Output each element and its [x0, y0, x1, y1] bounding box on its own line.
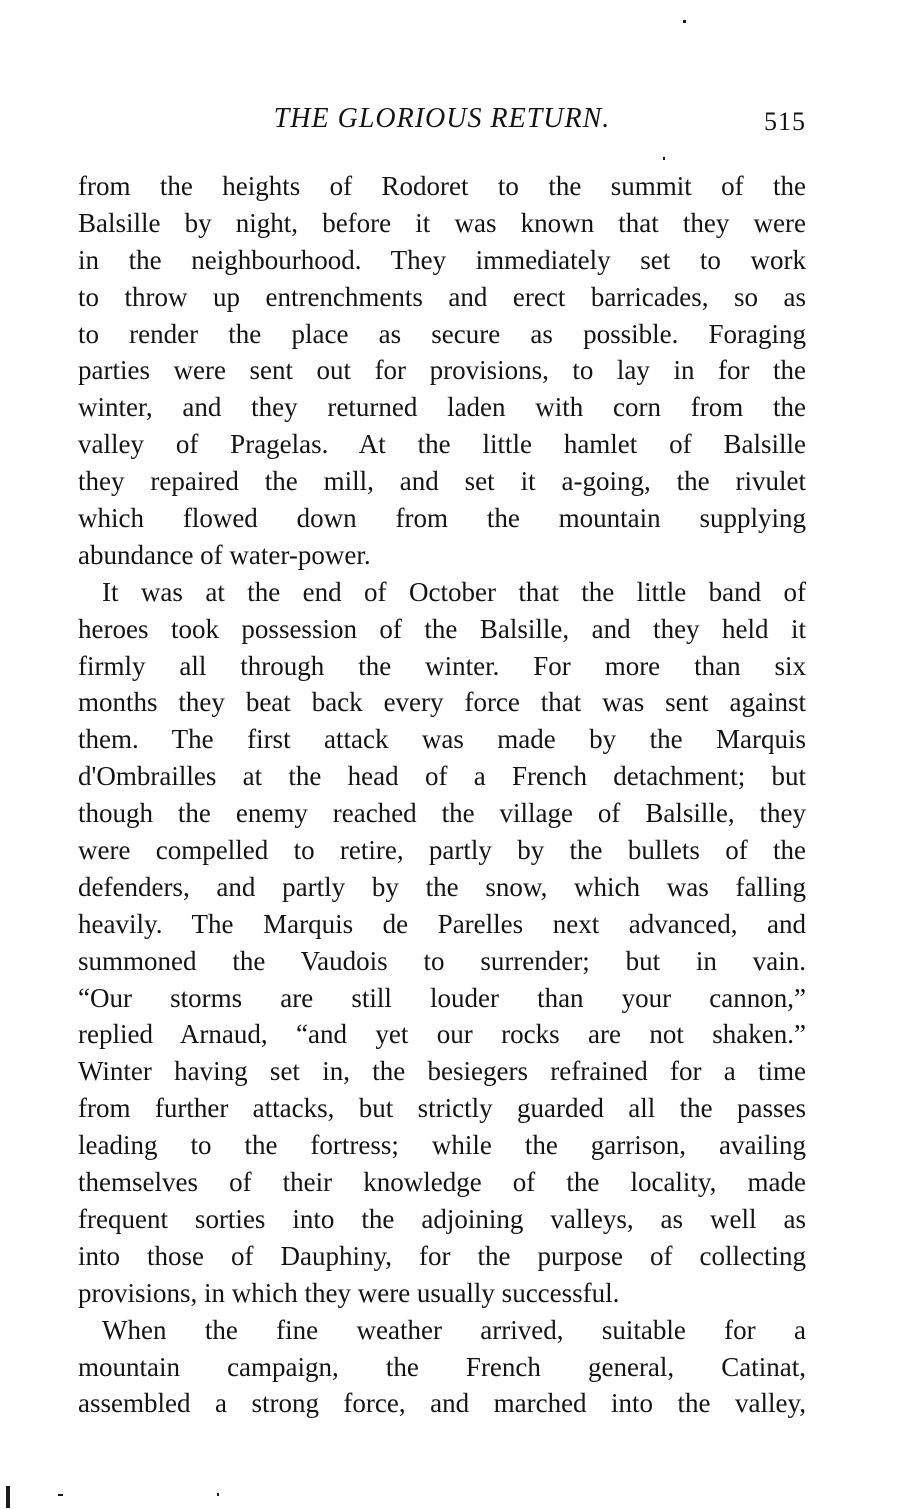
- text-line: from the heights of Rodoret to the summit of the: [78, 171, 806, 201]
- scan-speck: [683, 20, 686, 23]
- text-line: replied Arnaud, “and yet our rocks are not shaken.”: [78, 1019, 806, 1050]
- text-line: were compelled to retire, partly by the bullets of the: [78, 835, 806, 866]
- text-line: which flowed down from the mountain supplying: [78, 503, 806, 534]
- text-line: winter, and they returned laden with corn from the: [78, 392, 806, 423]
- text-line: they repaired the mill, and set it a-going, the rivulet: [78, 466, 806, 497]
- text-line: defenders, and partly by the snow, which was falling: [78, 871, 806, 902]
- text-line: provisions, in which they were usually successful.: [78, 1277, 620, 1308]
- text-line: parties were sent out for provisions, to lay in for the: [78, 355, 806, 386]
- text-line: “Our storms are still louder than your cannon,”: [78, 982, 806, 1013]
- body-text: [78, 168, 806, 1422]
- text-line: though the enemy reached the village of Balsille, they: [78, 798, 806, 829]
- text-line: heavily. The Marquis de Parelles next advanced, and: [78, 908, 806, 939]
- text-line: in the neighbourhood. They immediately set to work: [78, 244, 806, 275]
- text-line: d'Ombrailles at the head of a French detachment; but: [78, 761, 806, 792]
- scan-speck: [217, 1493, 219, 1496]
- text-line: summoned the Vaudois to surrender; but in vain.: [78, 945, 806, 976]
- text-line: mountain campaign, the French general, Catinat,: [78, 1351, 806, 1382]
- scan-speck: [663, 157, 665, 160]
- text-line: It was at the end of October that the little band of: [102, 576, 806, 607]
- text-line: assembled a strong force, and marched into the valley,: [78, 1388, 806, 1419]
- text-line: Balsille by night, before it was known that they were: [78, 207, 806, 238]
- text-line: abundance of water-power.: [78, 539, 371, 570]
- text-line: to throw up entrenchments and erect barricades, so as: [78, 281, 806, 312]
- text-line: into those of Dauphiny, for the purpose of collecting: [78, 1240, 806, 1271]
- text-line: When the fine weather arrived, suitable for a: [102, 1314, 806, 1345]
- text-line: from further attacks, but strictly guarded all the passes: [78, 1093, 806, 1124]
- text-line: themselves of their knowledge of the locality, made: [78, 1167, 806, 1198]
- text-line: firmly all through the winter. For more than six: [78, 650, 806, 681]
- running-title: THE GLORIOUS RETURN.: [273, 103, 611, 134]
- text-line: valley of Pragelas. At the little hamlet of Balsille: [78, 429, 806, 460]
- text-line: leading to the fortress; while the garrison, availing: [78, 1130, 806, 1161]
- scan-speck: [6, 1486, 10, 1508]
- text-line: Winter having set in, the besiegers refrained for a time: [78, 1056, 806, 1087]
- text-line: frequent sorties into the adjoining valleys, as well as: [78, 1203, 806, 1234]
- text-line: months they beat back every force that was sent against: [78, 687, 806, 718]
- scan-speck: [58, 1494, 63, 1496]
- text-line: them. The first attack was made by the Marquis: [78, 724, 806, 755]
- text-line: to render the place as secure as possible. Foraging: [78, 318, 806, 349]
- running-head: [78, 103, 806, 143]
- page-number: 515: [764, 107, 806, 136]
- text-line: heroes took possession of the Balsille, and they held it: [78, 613, 806, 644]
